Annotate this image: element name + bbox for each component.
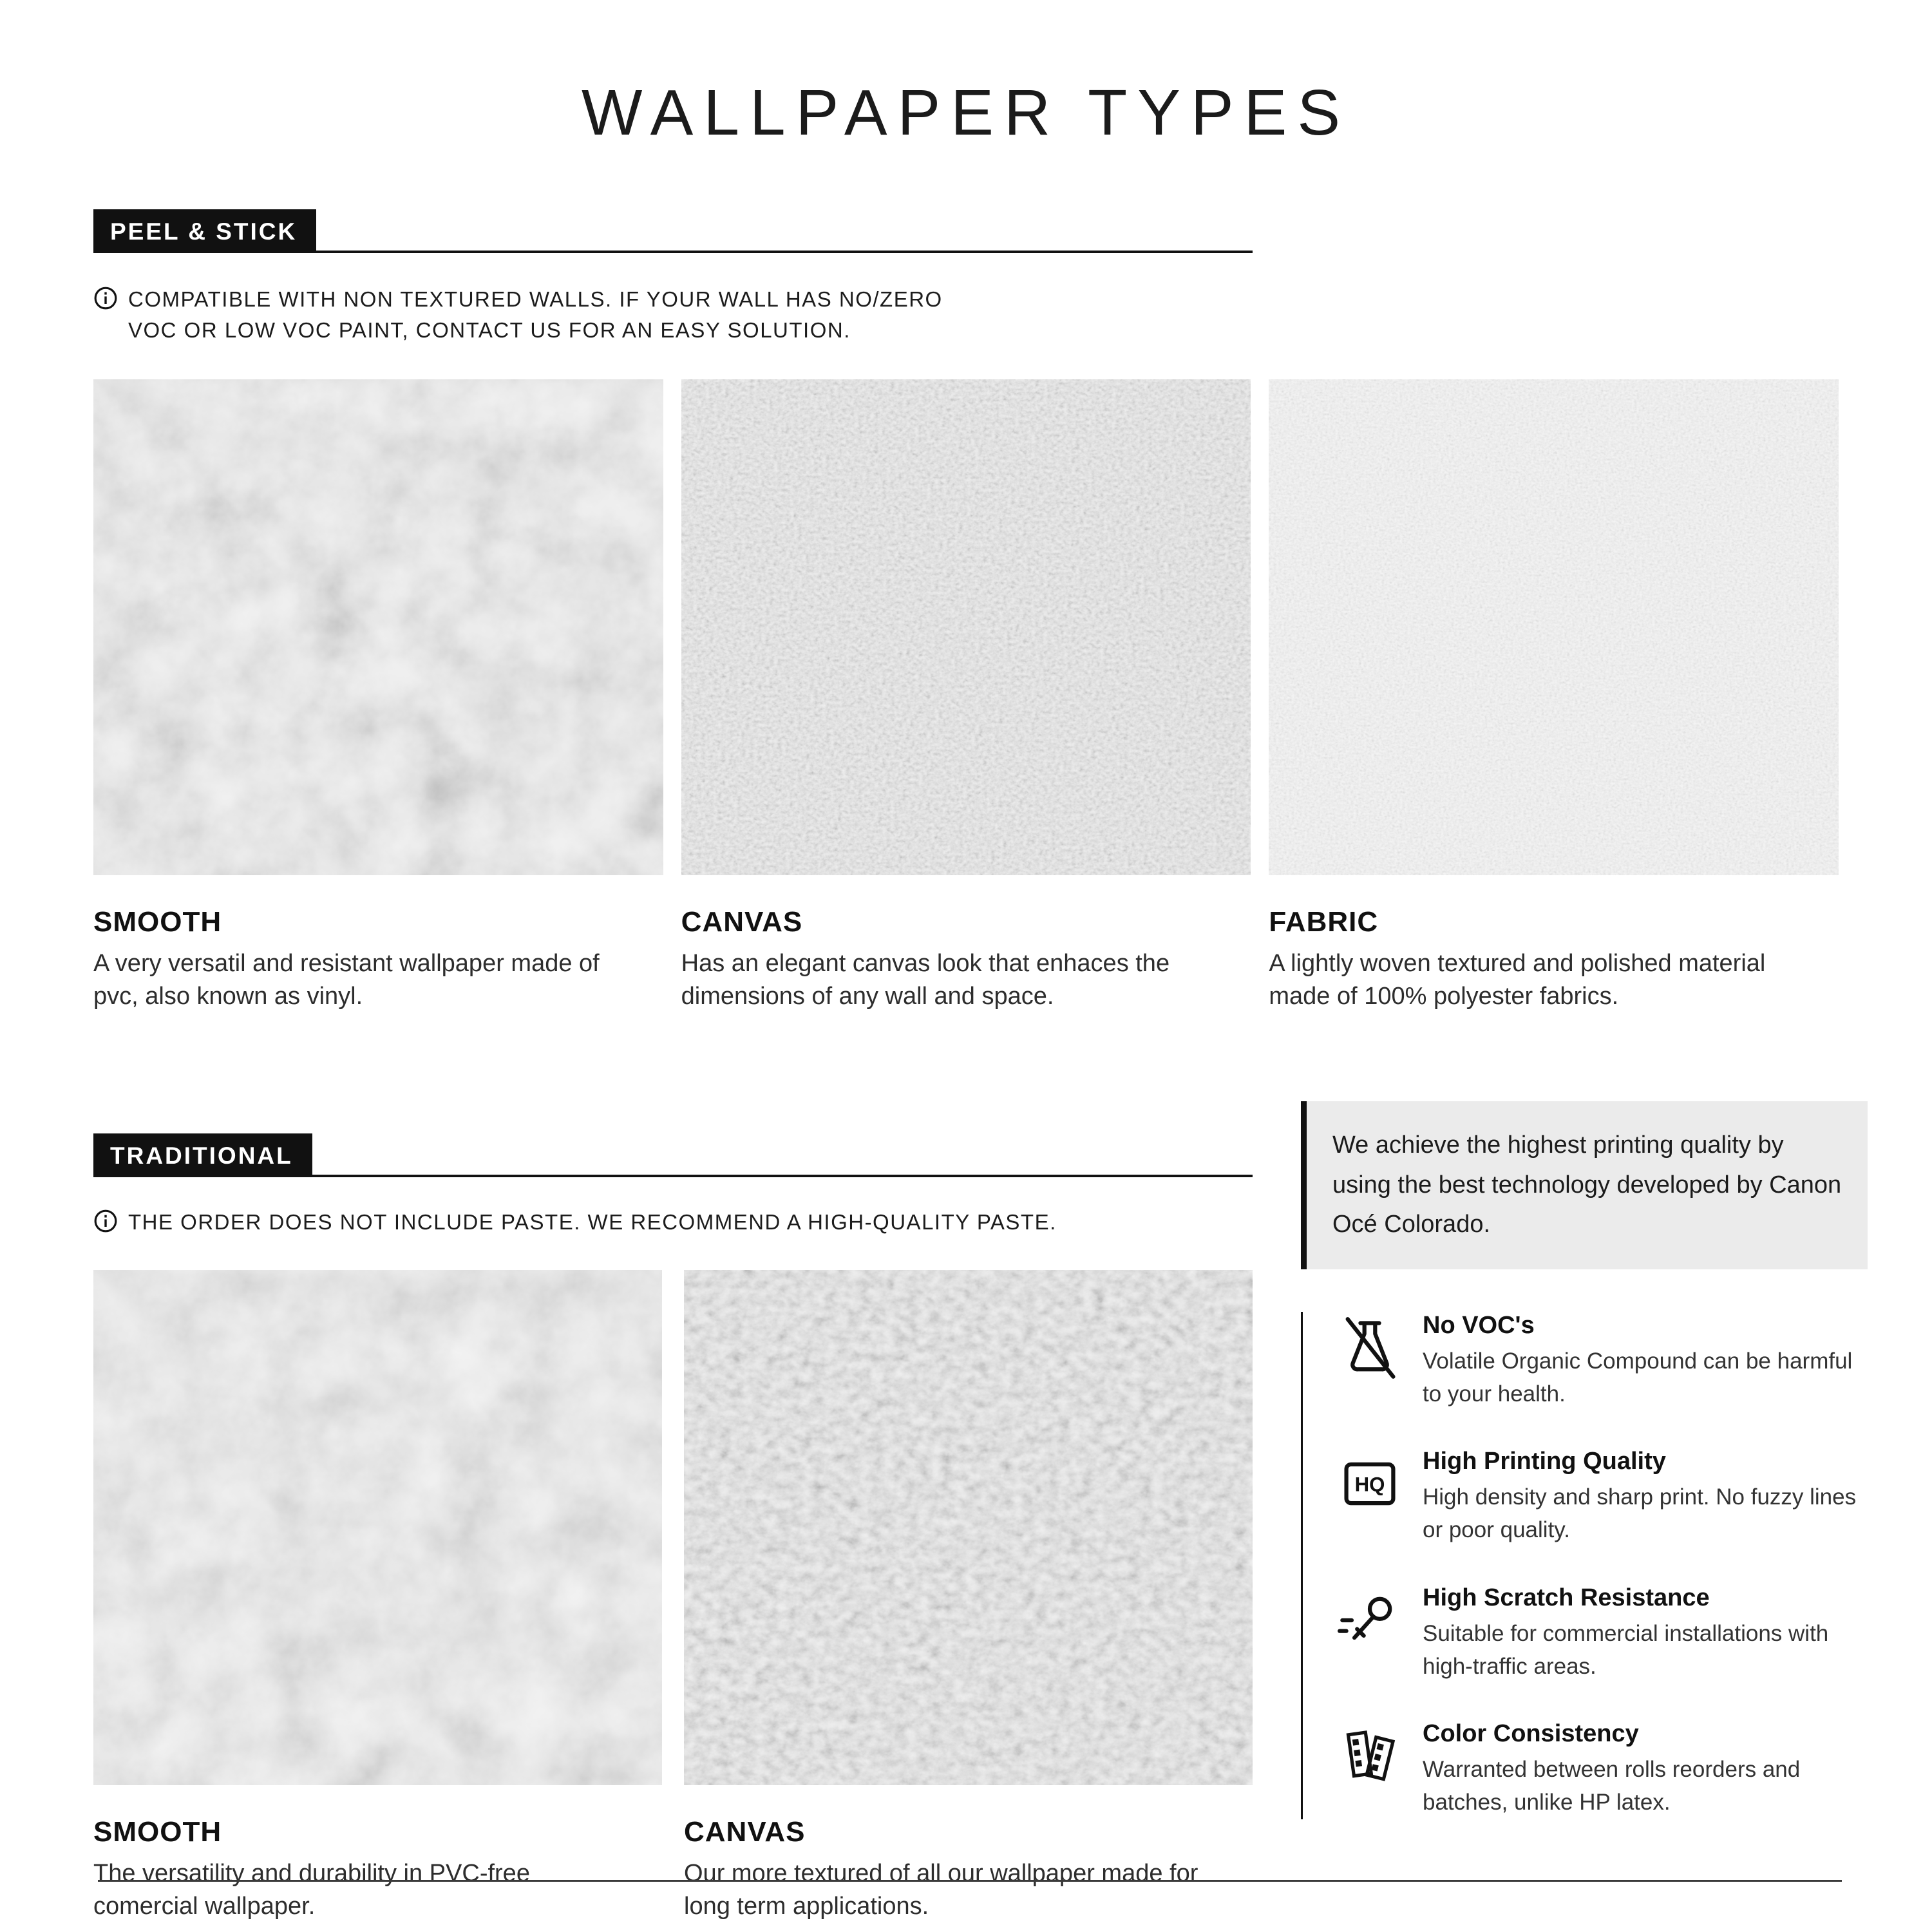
swatch-description: Has an elegant canvas look that enhaces the dimensions of any wall and space. (681, 949, 1170, 1010)
swatch-card-fabric (1269, 379, 1839, 1014)
smooth-texture-image (93, 379, 663, 875)
traditional-column (93, 1074, 1253, 1923)
swatch-description: A lightly woven textured and polished material made of 100% polyester fabrics. (1269, 949, 1766, 1010)
swatch-name: CANVAS (681, 905, 803, 938)
note-line-1: COMPATIBLE WITH NON TEXTURED WALLS. IF YOUR WALL HAS NO/ZERO (128, 287, 943, 311)
feature-color-consistency (1336, 1720, 1868, 1819)
peel-stick-swatch-row (93, 379, 1839, 1014)
swatch-description: The versatility and durability in PVC-free comercial wallpaper. (93, 1860, 530, 1920)
swatch-card-canvas (681, 379, 1251, 1014)
traditional-label: TRADITIONAL (93, 1133, 312, 1177)
peel-stick-note (93, 284, 1839, 346)
traditional-rule (312, 1175, 1253, 1177)
swatch-description: Our more textured of all our wallpaper made for long term applications. (684, 1860, 1198, 1920)
hq-icon (1336, 1450, 1403, 1517)
swatch-card-smooth-traditional (93, 1270, 662, 1924)
traditional-note (93, 1207, 1253, 1238)
traditional-section-header (93, 1133, 1253, 1177)
feature-description: High density and sharp print. No fuzzy lines or poor quality. (1423, 1484, 1857, 1543)
quality-note-box: We achieve the highest printing quality by using the best technology developed by Canon Océ Colorado. (1301, 1101, 1868, 1269)
canvas-traditional-texture-image (684, 1270, 1253, 1785)
feature-title: Color Consistency (1423, 1720, 1639, 1748)
swatch-name: SMOOTH (93, 1816, 222, 1848)
feature-text (1423, 1448, 1868, 1547)
feature-high-printing-quality (1336, 1448, 1868, 1547)
feature-no-voc (1336, 1312, 1868, 1411)
hq-badge-text: HQ (1354, 1473, 1385, 1496)
swatch-card-canvas-traditional (684, 1270, 1253, 1924)
footer-rule (98, 1880, 1842, 1882)
feature-description: Volatile Organic Compound can be harmful to your health. (1423, 1348, 1853, 1406)
peel-stick-note-text (128, 284, 943, 346)
feature-text (1423, 1584, 1868, 1683)
feature-list (1301, 1312, 1868, 1819)
key-scratch-icon (1336, 1587, 1403, 1654)
canvas-texture-image (681, 379, 1251, 875)
smooth-traditional-texture-image (93, 1270, 662, 1785)
fabric-texture-image (1269, 379, 1839, 875)
peel-stick-rule (316, 251, 1253, 253)
info-icon (93, 286, 118, 346)
swatch-name: FABRIC (1269, 905, 1379, 938)
swatch-name: CANVAS (684, 1816, 806, 1848)
quality-column (1301, 1074, 1868, 1923)
feature-title: High Printing Quality (1423, 1448, 1666, 1475)
note-line-2: VOC OR LOW VOC PAINT, CONTACT US FOR AN EASY SOLUTION. (128, 317, 851, 342)
bottom-section (93, 1074, 1857, 1923)
swatch-name: SMOOTH (93, 905, 222, 938)
peel-stick-label: PEEL & STICK (93, 209, 316, 253)
swatch-card-smooth (93, 379, 663, 1014)
feature-title: High Scratch Resistance (1423, 1584, 1710, 1611)
peel-stick-section-header (93, 209, 1253, 253)
swatch-description: A very versatil and resistant wallpaper made of pvc, also known as vinyl. (93, 949, 600, 1010)
info-icon (93, 1209, 118, 1238)
feature-description: Suitable for commercial installations with high-traffic areas. (1423, 1620, 1829, 1679)
feature-text (1423, 1312, 1868, 1411)
color-swatches-icon (1336, 1723, 1403, 1790)
page-title: WALLPAPER TYPES (581, 77, 1351, 149)
traditional-swatch-row (93, 1270, 1253, 1924)
feature-title: No VOC's (1423, 1311, 1535, 1339)
feature-text (1423, 1720, 1868, 1819)
no-voc-icon (1336, 1314, 1403, 1381)
feature-high-scratch-resistance (1336, 1584, 1868, 1683)
traditional-note-text: THE ORDER DOES NOT INCLUDE PASTE. WE RECOMMEND A HIGH-QUALITY PASTE. (128, 1210, 1057, 1235)
feature-description: Warranted between rolls reorders and batches, unlike HP latex. (1423, 1757, 1801, 1815)
